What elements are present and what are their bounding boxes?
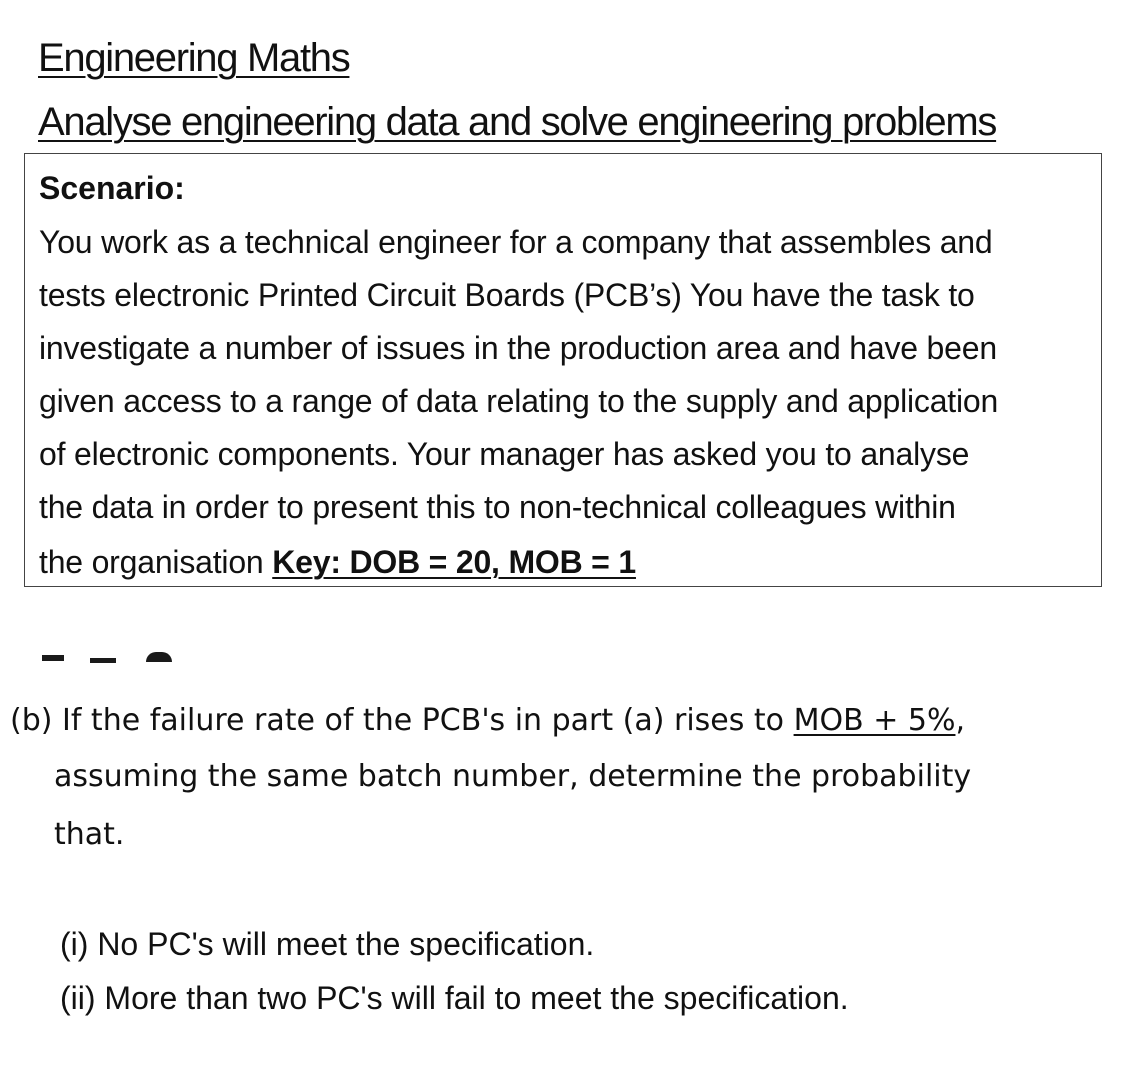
cropped-text-fragment [90, 658, 116, 663]
scenario-line-1: You work as a technical engineer for a company that assembles and [39, 224, 993, 260]
document-subtitle: Analyse engineering data and solve engineering problems [38, 100, 997, 144]
question-b-line-1 [10, 703, 966, 738]
sub-question-i: (i) No PC's will meet the specification. [60, 926, 595, 962]
question-b-comma: , [955, 703, 966, 738]
scenario-label: Scenario: [39, 170, 185, 206]
scenario-line-7-text: the organisation [39, 544, 264, 580]
scenario-line-7 [39, 546, 636, 578]
question-b-text: (b) If the failure rate of the PCB's in part (a) rises to [10, 703, 794, 738]
sub-question-ii: (ii) More than two PC's will fail to meet the specification. [60, 980, 849, 1016]
cropped-text-fragment [42, 655, 64, 661]
cropped-text-fragment [146, 652, 172, 662]
key-values: Key: DOB = 20, MOB = 1 [272, 544, 636, 580]
failure-rate-value: MOB + 5% [793, 703, 956, 738]
scenario-line-6: the data in order to present this to non-technical colleagues within [39, 489, 956, 525]
question-b-line-2: assuming the same batch number, determine the probability [54, 759, 972, 794]
question-b-line-3: that. [54, 817, 125, 852]
scenario-box [24, 153, 1102, 587]
scenario-line-5: of electronic components. Your manager has asked you to analyse [39, 436, 970, 472]
scenario-line-3: investigate a number of issues in the production area and have been [39, 330, 997, 366]
scenario-line-2: tests electronic Printed Circuit Boards (PCB’s) You have the task to [39, 277, 975, 313]
document-title: Engineering Maths [38, 36, 350, 80]
scenario-line-4: given access to a range of data relating to the supply and application [39, 383, 999, 419]
